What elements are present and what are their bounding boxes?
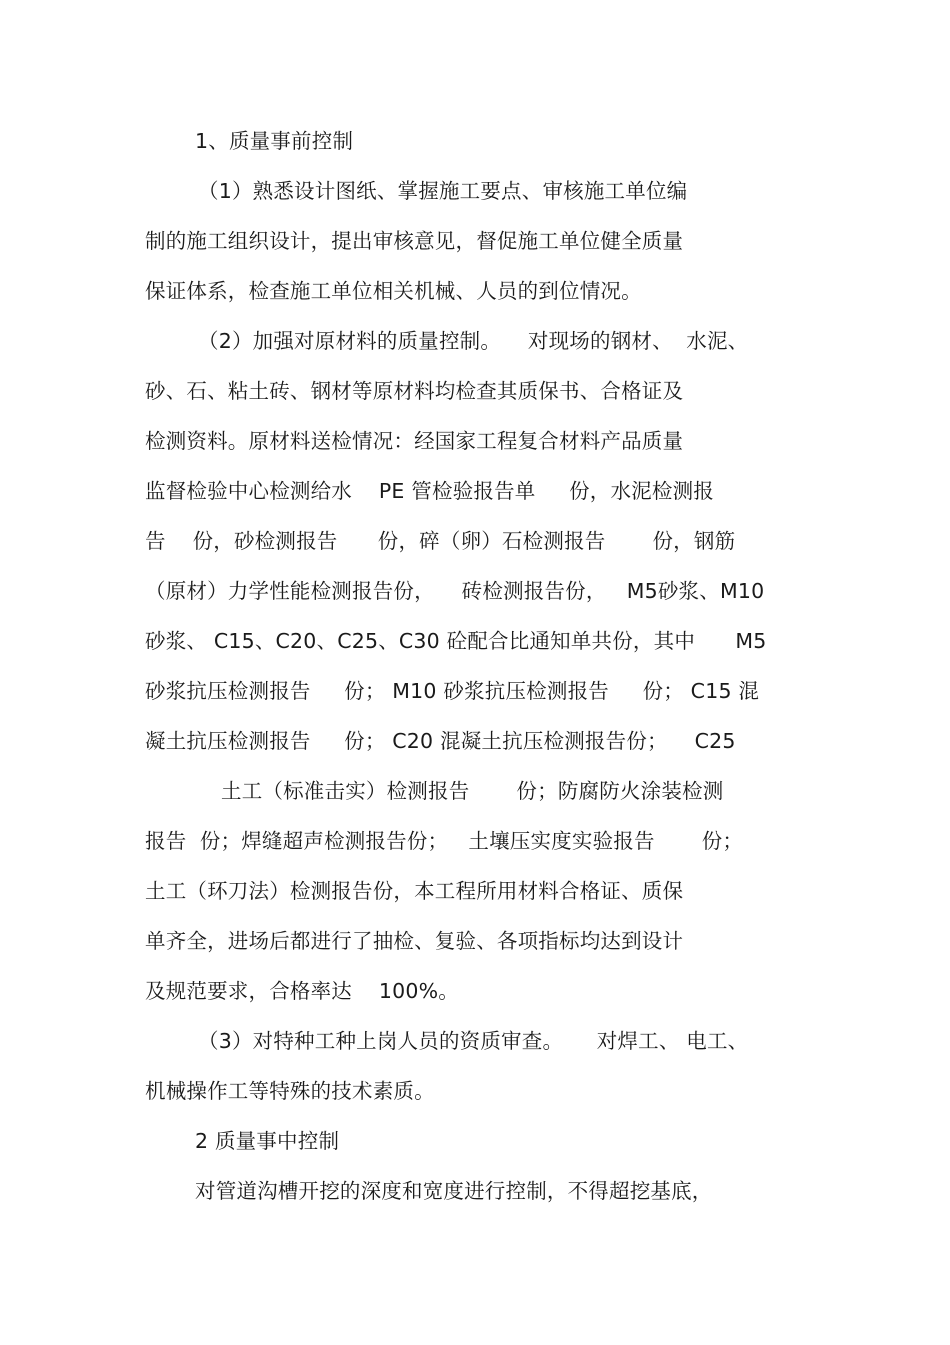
paragraph-line: 检测资料。原材料送检情况：经国家工程复合材料产品质量 [145,429,684,453]
paragraph-line: 土工（环刀法）检测报告份，本工程所用材料合格证、质保 [145,879,684,903]
paragraph-line: （原材）力学性能检测报告份， 砖检测报告份， M5砂浆、M10 [145,579,765,603]
paragraph-line: 机械操作工等特殊的技术素质。 [145,1079,435,1103]
paragraph-line: 对管道沟槽开挖的深度和宽度进行控制，不得超挖基底， [195,1179,713,1203]
paragraph-line: （1）熟悉设计图纸、掌握施工要点、审核施工单位编 [198,179,688,203]
paragraph-line: 砂浆抗压检测报告 份； M10 砂浆抗压检测报告 份； C15 混 [145,679,760,703]
paragraph-line: （2）加强对原材料的质量控制。 对现场的钢材、 水泥、 [198,329,749,353]
paragraph-line: 砂、石、粘土砖、钢材等原材料均检查其质保书、合格证及 [145,379,684,403]
paragraph-line: 单齐全，进场后都进行了抽检、复验、各项指标均达到设计 [145,929,684,953]
section-heading-1: 1、质量事前控制 [195,129,354,153]
paragraph-line: 告 份，砂检测报告 份，碎（卵）石检测报告 份，钢筋 [145,529,736,553]
paragraph-line: 报告 份；焊缝超声检测报告份； 土壤压实度实验报告 份； [145,829,744,853]
paragraph-line: 土工（标准击实）检测报告 份；防腐防火涂装检测 [221,779,724,803]
paragraph-line: 砂浆、 C15、C20、C25、C30 砼配合比通知单共份，其中 M5 [145,629,767,653]
paragraph-line: 监督检验中心检测给水 PE 管检验报告单 份，水泥检测报 [145,479,714,503]
section-heading-2: 2 质量事中控制 [195,1129,340,1153]
paragraph-line: 保证体系，检查施工单位相关机械、人员的到位情况。 [145,279,642,303]
paragraph-line: 凝土抗压检测报告 份； C20 混凝土抗压检测报告份； C25 [145,729,736,753]
paragraph-line: 制的施工组织设计，提出审核意见，督促施工单位健全质量 [145,229,684,253]
paragraph-line: 及规范要求，合格率达 100%。 [145,979,459,1003]
paragraph-line: （3）对特种工种上岗人员的资质审查。 对焊工、 电工、 [198,1029,749,1053]
